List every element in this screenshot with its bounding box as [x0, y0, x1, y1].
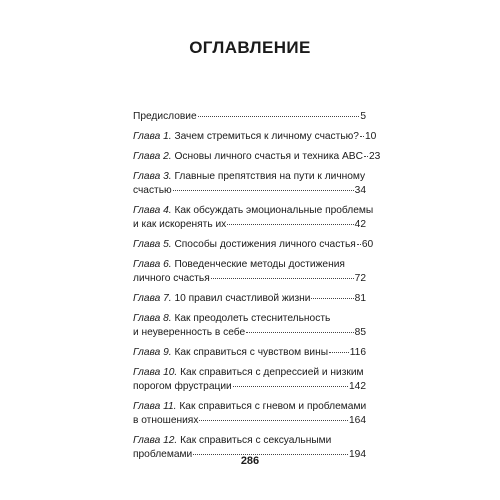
toc-row: [133, 414, 366, 428]
table-of-contents: [133, 110, 381, 462]
toc-title: счастью: [133, 185, 172, 196]
toc-chapter-number: Глава 3.: [133, 171, 172, 182]
toc-entry: [133, 238, 374, 252]
toc-page-number: 23: [368, 151, 381, 162]
toc-chapter-number: Глава 12.: [133, 435, 178, 446]
toc-leader-dots: [311, 298, 353, 299]
toc-title-wrap: [133, 346, 328, 360]
toc-title: и неуверенность в себе: [133, 327, 246, 338]
toc-page-number: 34: [354, 185, 366, 196]
toc-entry: [133, 366, 366, 394]
toc-title-line1-wrap: [133, 204, 374, 218]
toc-title: порогом фрустрации: [133, 381, 232, 392]
toc-chapter-number: Глава 6.: [133, 259, 172, 270]
toc-row: [133, 292, 366, 306]
toc-title: Способы достижения личного счастья: [174, 239, 356, 250]
toc-chapter-number: Глава 1.: [133, 131, 172, 142]
toc-page-number: 142: [349, 381, 366, 392]
toc-title-wrap: [133, 380, 232, 394]
toc-title: личного счастья: [133, 273, 210, 284]
toc-row: [133, 272, 366, 286]
toc-page-number: 10: [364, 131, 377, 142]
toc-entry: [133, 400, 366, 428]
toc-leader-dots: [199, 420, 348, 421]
toc-leader-dots: [364, 156, 368, 157]
toc-title-wrap: [133, 218, 226, 232]
toc-title: Зачем стремиться к личному счастью?: [174, 131, 359, 142]
toc-page-number: 85: [354, 327, 366, 338]
toc-title-wrap: [133, 130, 359, 144]
toc-title-line1: Как преодолеть стеснительность: [174, 313, 331, 324]
toc-entry: [133, 204, 374, 232]
toc-row: [133, 110, 366, 124]
toc-page-number: 194: [349, 449, 366, 460]
page-title: ОГЛАВЛЕНИЕ: [189, 38, 311, 57]
toc-entry: [133, 130, 377, 144]
toc-title-wrap: [133, 272, 210, 286]
toc-chapter-number: Глава 10.: [133, 367, 178, 378]
toc-title-line1-wrap: [133, 434, 366, 448]
toc-chapter-number: Глава 5.: [133, 239, 172, 250]
toc-title: проблемами: [133, 449, 193, 460]
toc-leader-dots: [360, 136, 364, 137]
toc-title-line1: Главные препятствия на пути к личному: [174, 171, 366, 182]
toc-chapter-number: Глава 2.: [133, 151, 172, 162]
toc-page-number: 116: [349, 347, 366, 358]
toc-title-line1-wrap: [133, 366, 366, 380]
toc-row: [133, 238, 374, 252]
toc-row: [133, 150, 381, 164]
toc-leader-dots: [329, 352, 349, 353]
toc-title: Как справиться с чувством вины: [174, 347, 329, 358]
toc-page-number: 60: [361, 239, 374, 250]
toc-title-line1-wrap: [133, 312, 366, 326]
toc-page-number: 164: [349, 415, 366, 426]
toc-page-number: 72: [354, 273, 366, 284]
toc-leader-dots: [246, 332, 353, 333]
toc-leader-dots: [173, 190, 354, 191]
toc-title-wrap: [133, 110, 197, 124]
toc-row: [133, 184, 366, 198]
toc-entry: [133, 312, 366, 340]
toc-row: [133, 218, 366, 232]
toc-row: [133, 346, 366, 360]
toc-page-number: 42: [354, 219, 366, 230]
toc-title-wrap: [133, 414, 198, 428]
toc-leader-dots: [357, 244, 361, 245]
toc-chapter-number: Глава 11.: [133, 401, 177, 412]
toc-title: Основы личного счастья и техника ABC: [174, 151, 363, 162]
toc-title: 10 правил счастливой жизни: [174, 293, 311, 304]
toc-title-line1: Как справиться с сексуальными: [180, 435, 332, 446]
toc-title-wrap: [133, 184, 172, 198]
toc-row: [133, 326, 366, 340]
toc-title-wrap: [133, 292, 310, 306]
toc-title-wrap: [133, 150, 363, 164]
toc-leader-dots: [227, 224, 353, 225]
toc-title-line1-wrap: [133, 258, 366, 272]
toc-leader-dots: [211, 278, 354, 279]
toc-leader-dots: [198, 116, 360, 117]
toc-title: и как искоренять их: [133, 219, 227, 230]
toc-page-number: 81: [354, 293, 366, 304]
toc-entry: [133, 292, 366, 306]
toc-leader-dots: [233, 386, 348, 387]
toc-title-line1: Как справиться с гневом и проблемами: [179, 401, 367, 412]
toc-title: в отношениях: [133, 415, 199, 426]
toc-title-wrap: [133, 238, 356, 252]
toc-chapter-number: Глава 7.: [133, 293, 172, 304]
toc-title: Предисловие: [133, 111, 197, 122]
toc-chapter-number: Глава 4.: [133, 205, 172, 216]
toc-title-wrap: [133, 326, 245, 340]
page-number: 286: [240, 455, 260, 467]
toc-entry: [133, 346, 366, 360]
toc-title-line1: Как справиться с депрессией и низким: [180, 367, 364, 378]
toc-chapter-number: Глава 8.: [133, 313, 172, 324]
toc-title-line1: Как обсуждать эмоциональные проблемы: [174, 205, 374, 216]
toc-entry: [133, 150, 381, 164]
toc-title-line1-wrap: [133, 400, 366, 414]
toc-title-line1-wrap: [133, 170, 366, 184]
toc-chapter-number: Глава 9.: [133, 347, 172, 358]
toc-title-line1: Поведенческие методы достижения: [174, 259, 345, 270]
toc-row: [133, 380, 366, 394]
toc-row: [133, 130, 377, 144]
toc-entry: [133, 170, 366, 198]
toc-entry: [133, 110, 366, 124]
toc-page-number: 5: [360, 111, 366, 122]
toc-entry: [133, 258, 366, 286]
